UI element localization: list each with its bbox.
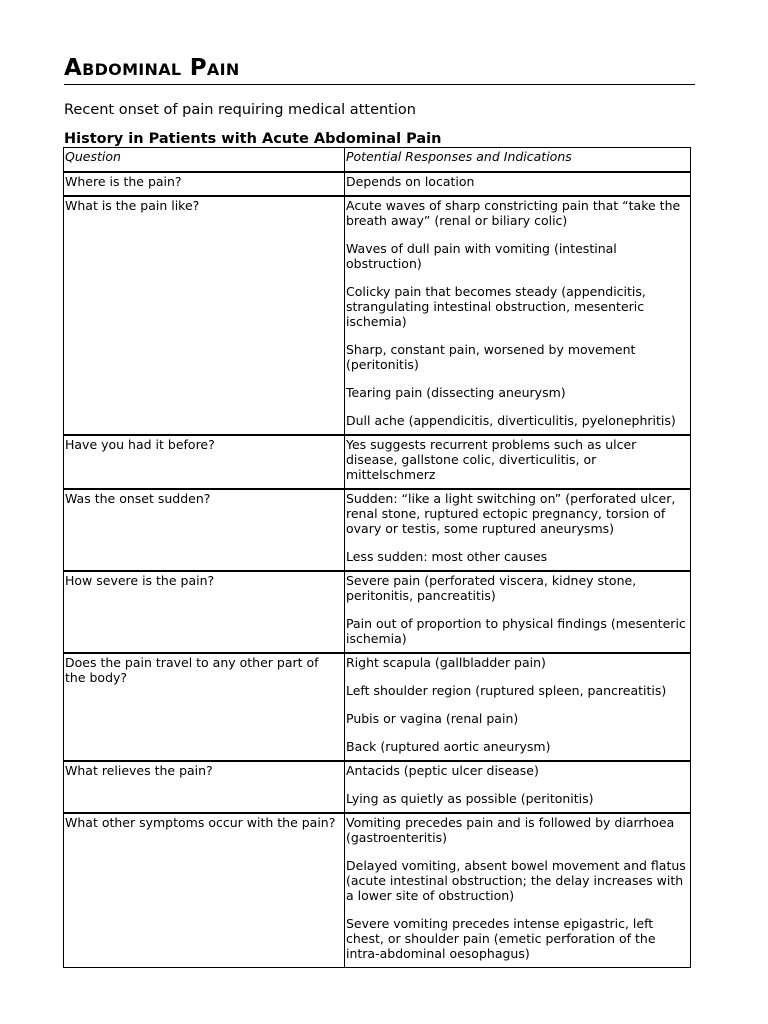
table-row [64, 813, 691, 968]
column-header-question: Question [64, 148, 345, 173]
question-cell: What relieves the pain? [64, 761, 345, 813]
response-item: Antacids (peptic ulcer disease) [346, 763, 539, 778]
response-item: Dull ache (appendicitis, diverticulitis, pyelonephritis) [346, 413, 676, 428]
question-cell: Was the onset sudden? [64, 489, 345, 571]
question-cell: How severe is the pain? [64, 571, 345, 653]
table-row [64, 435, 691, 489]
response-item: Right scapula (gallbladder pain) [346, 655, 546, 670]
response-item: Yes suggests recurrent problems such as ulcer disease, gallstone colic, diverticulitis, or mittelschmerz [346, 437, 637, 482]
responses-cell [345, 571, 691, 653]
response-item: Delayed vomiting, absent bowel movement and flatus (acute intestinal obstruction; the delay increases with a lower site of obstruction) [346, 858, 686, 903]
responses-cell [345, 172, 691, 196]
responses-cell [345, 489, 691, 571]
response-item: Tearing pain (dissecting aneurysm) [346, 385, 566, 400]
column-header-responses: Potential Responses and Indications [345, 148, 691, 173]
response-item: Acute waves of sharp constricting pain that “take the breath away” (renal or biliary colic) [346, 198, 681, 228]
history-table [63, 147, 691, 968]
response-item: Lying as quietly as possible (peritonitis) [346, 791, 594, 806]
response-item: Back (ruptured aortic aneurysm) [346, 739, 551, 754]
response-item: Sudden: “like a light switching on” (perforated ulcer, renal stone, ruptured ectopic pregnancy, torsion of ovary or testis, some ruptured aneurysms) [346, 491, 676, 536]
responses-cell [345, 813, 691, 968]
responses-cell [345, 196, 691, 435]
response-item: Waves of dull pain with vomiting (intestinal obstruction) [346, 241, 617, 271]
page-title: Abdominal Pain [64, 52, 695, 85]
responses-cell [345, 761, 691, 813]
question-cell: What is the pain like? [64, 196, 345, 435]
responses-cell [345, 435, 691, 489]
table-row [64, 571, 691, 653]
response-item: Left shoulder region (ruptured spleen, pancreatitis) [346, 683, 667, 698]
response-item: Less sudden: most other causes [346, 549, 548, 564]
response-item: Severe vomiting precedes intense epigastric, left chest, or shoulder pain (emetic perforation of the intra-abdominal oesophagus) [346, 916, 656, 961]
intro-text: Recent onset of pain requiring medical attention [64, 102, 416, 118]
table-row [64, 196, 691, 435]
response-item: Depends on location [346, 174, 475, 189]
question-cell: Have you had it before? [64, 435, 345, 489]
question-cell: Does the pain travel to any other part of the body? [64, 653, 345, 761]
table-heading: History in Patients with Acute Abdominal Pain [64, 131, 442, 147]
table-row [64, 489, 691, 571]
table-row [64, 653, 691, 761]
response-item: Severe pain (perforated viscera, kidney stone, peritonitis, pancreatitis) [346, 573, 637, 603]
response-item: Colicky pain that becomes steady (appendicitis, strangulating intestinal obstruction, mesenteric ischemia) [346, 284, 646, 329]
response-item: Pubis or vagina (renal pain) [346, 711, 519, 726]
response-item: Pain out of proportion to physical findings (mesenteric ischemia) [346, 616, 686, 646]
question-cell: What other symptoms occur with the pain? [64, 813, 345, 968]
response-item: Sharp, constant pain, worsened by movement (peritonitis) [346, 342, 636, 372]
table-header-row [64, 148, 691, 173]
responses-cell [345, 653, 691, 761]
table-row [64, 761, 691, 813]
table-row [64, 172, 691, 196]
response-item: Vomiting precedes pain and is followed by diarrhoea (gastroenteritis) [346, 815, 675, 845]
question-cell: Where is the pain? [64, 172, 345, 196]
